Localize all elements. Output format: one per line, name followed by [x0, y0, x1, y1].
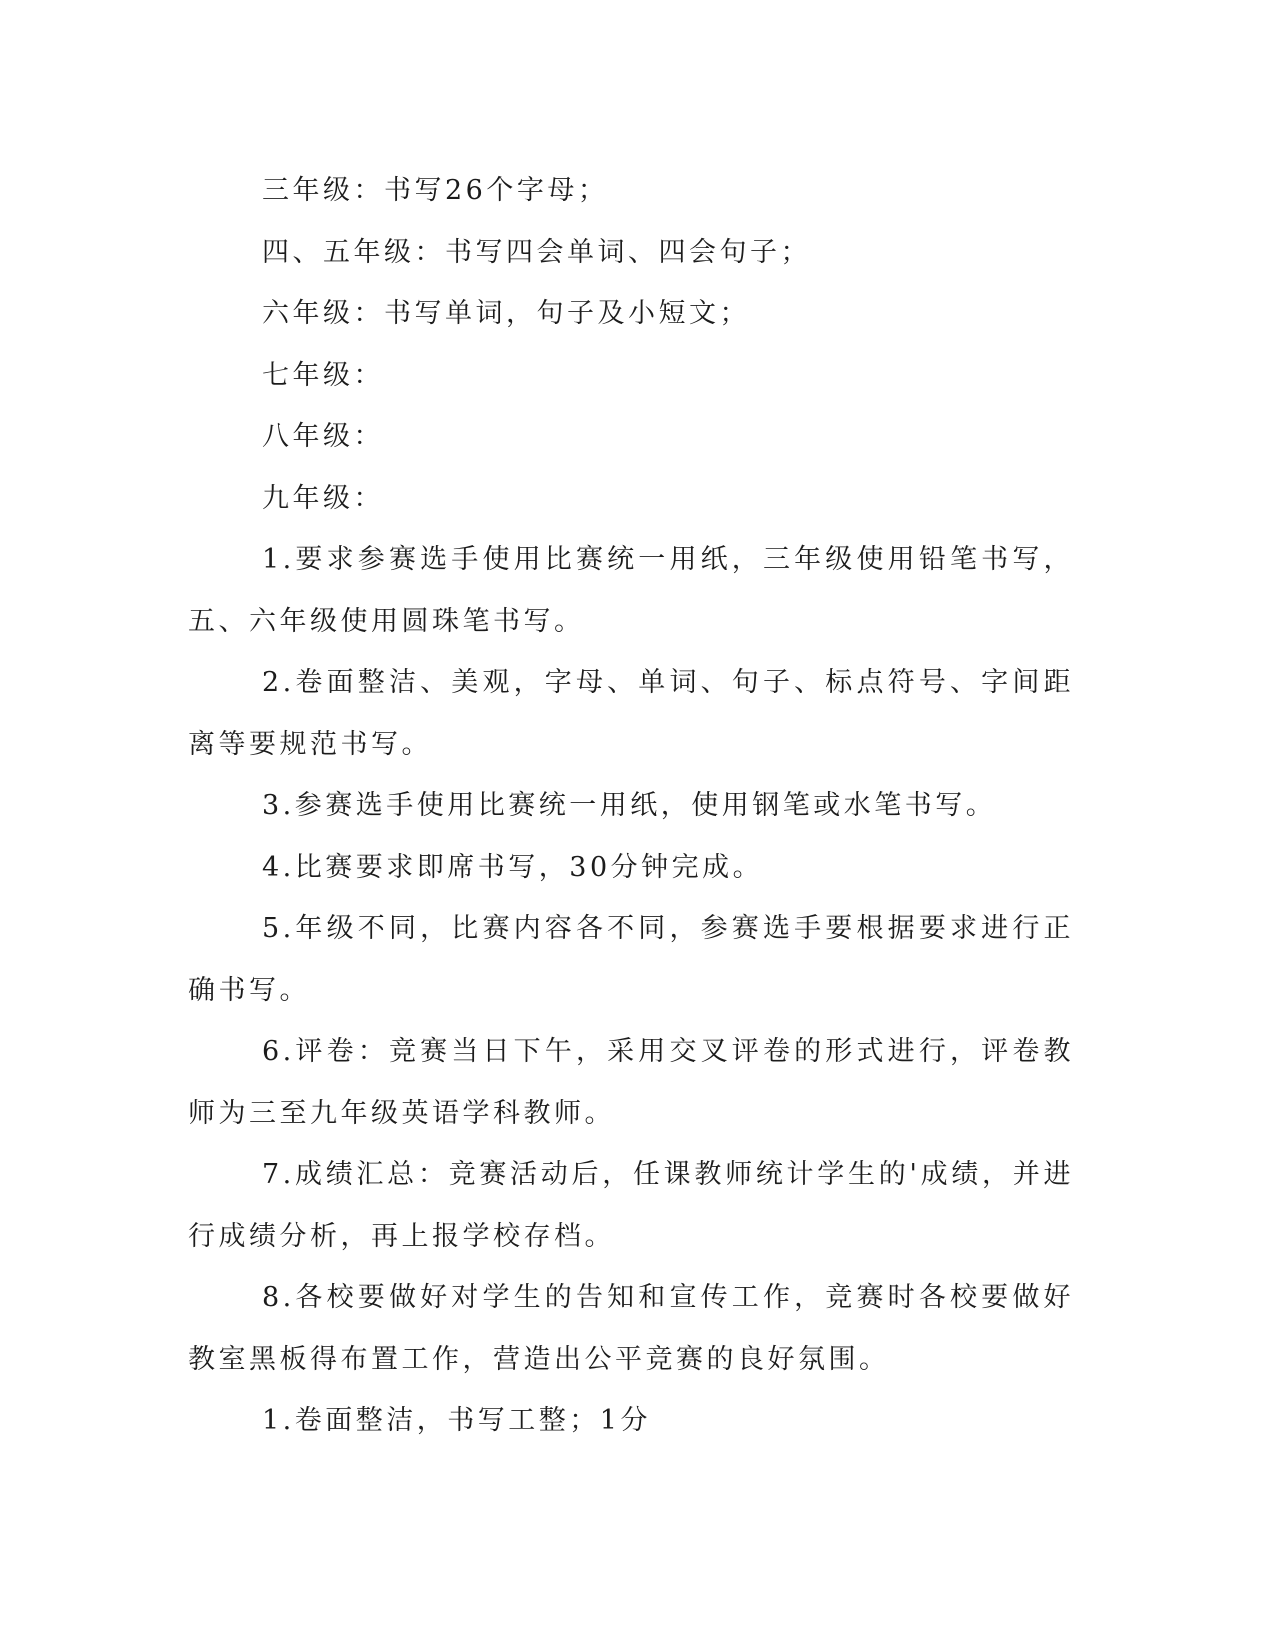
grade-7-requirement: 七年级： — [262, 359, 384, 391]
rule-4-paragraph: 4.比赛要求即席书写，30分钟完成。 — [262, 851, 764, 883]
grade-6-requirement: 六年级：书写单词，句子及小短文； — [262, 298, 750, 329]
scoring-item-1: 1.卷面整洁，书写工整；1分 — [262, 1405, 651, 1436]
document-body — [188, 160, 1074, 1452]
rule-5-paragraph: 5.年级不同，比赛内容各不同，参赛选手要根据要求进行正确书写。 — [188, 913, 1074, 1006]
rule-6-paragraph: 6.评卷：竞赛当日下午，采用交叉评卷的形式进行，评卷教师为三至九年级英语学科教师。 — [188, 1036, 1074, 1129]
rule-1-paragraph: 1.要求参赛选手使用比赛统一用纸，三年级使用铅笔书写，五、六年级使用圆珠笔书写。 — [188, 544, 1074, 637]
rule-7-paragraph: 7.成绩汇总：竞赛活动后，任课教师统计学生的'成绩，并进行成绩分析，再上报学校存档。 — [188, 1159, 1074, 1252]
rule-3-paragraph: 3.参赛选手使用比赛统一用纸，使用钢笔或水笔书写。 — [262, 790, 997, 821]
grade-4-5-requirement: 四、五年级：书写四会单词、四会句子； — [262, 236, 811, 268]
rule-8-paragraph: 8.各校要做好对学生的告知和宣传工作，竞赛时各校要做好教室黑板得布置工作，营造出公平竞赛的良好氛围。 — [188, 1282, 1074, 1375]
grade-8-requirement: 八年级： — [262, 421, 384, 452]
rule-2-paragraph: 2.卷面整洁、美观，字母、单词、句子、标点符号、字间距离等要规范书写。 — [188, 667, 1074, 760]
grade-3-requirement: 三年级：书写26个字母； — [262, 175, 609, 206]
grade-9-requirement: 九年级： — [262, 482, 384, 514]
